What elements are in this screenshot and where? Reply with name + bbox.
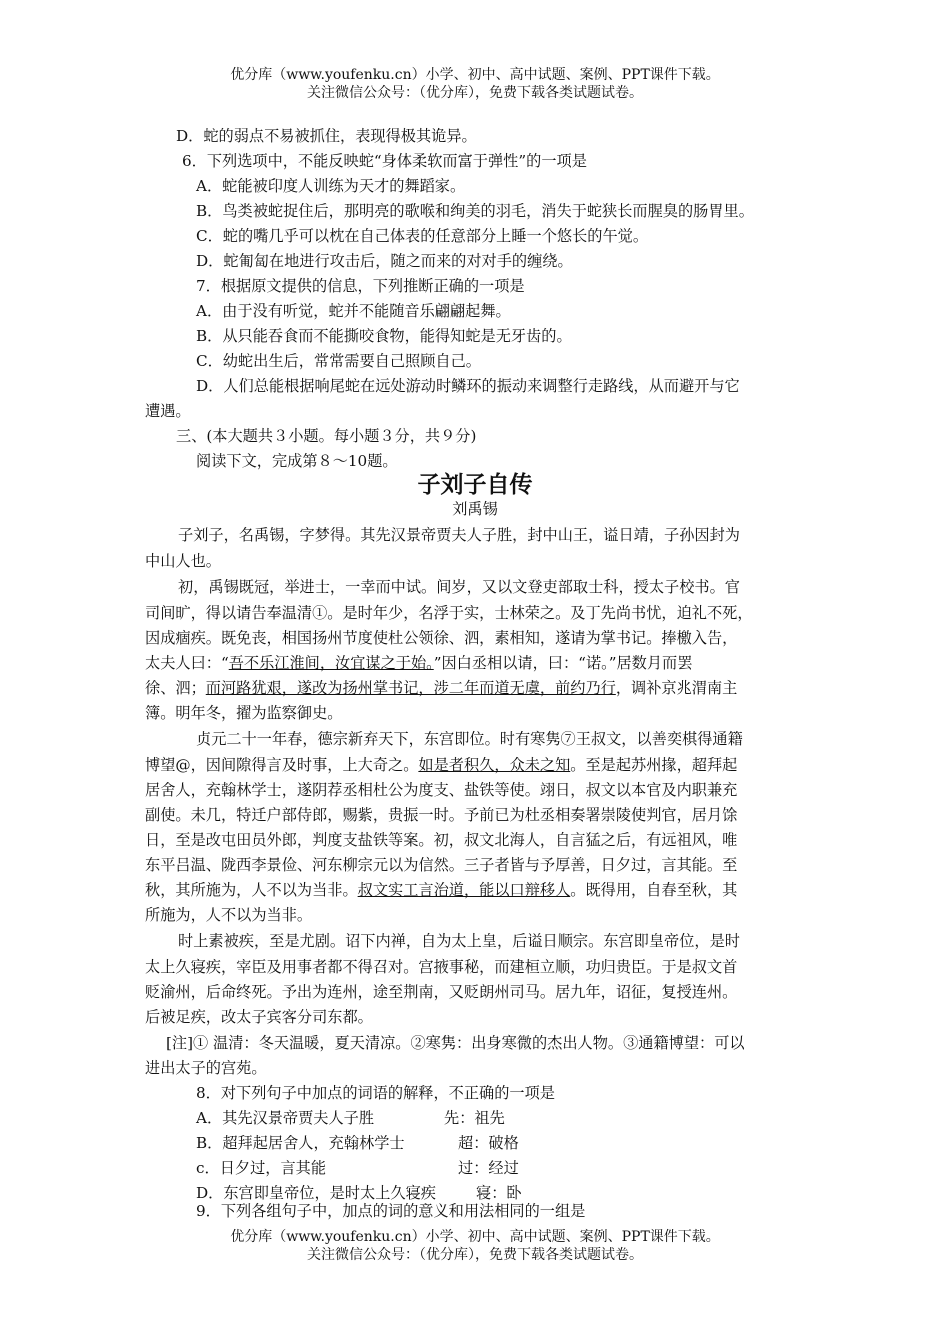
note-line-1: [注]① 温清：冬天温暖，夏天清凉。②寒隽：出身寒微的杰出人物。③通籍博望：可以 bbox=[166, 1034, 745, 1052]
q8-option-b-sentence: B．超拜起居舍人，充翰林学士 bbox=[196, 1134, 405, 1152]
note-line-2: 进出太子的宫苑。 bbox=[145, 1059, 267, 1077]
paragraph-4-line-1: 时上素被疾，至是尤剧。诏下内禅，自为太上皇，后谥日顺宗。东宫即皇帝位，是时 bbox=[178, 932, 740, 950]
text-span: 太夫人曰：“ bbox=[145, 654, 229, 672]
q8-option-a-sentence: A．其先汉景帝贾夫人子胜 bbox=[196, 1109, 375, 1127]
q8-stem: 8．对下列句子中加点的词语的解释，不正确的一项是 bbox=[196, 1084, 555, 1102]
text-span: 博望@，因间隙得言及时事，上大奇之。 bbox=[145, 756, 419, 774]
paragraph-3-line-5: 日，至是改屯田员外郎，判度支盐铁等案。初，叔文北海人，自言猛之后，有远祖风，唯 bbox=[145, 831, 738, 849]
q8-option-c bbox=[196, 1157, 519, 1179]
q7-stem: 7．根据原文提供的信息，下列推断正确的一项是 bbox=[196, 277, 525, 295]
paragraph-2-line-2: 司间旷，得以请告奉温清①。是时年少，名浮于实，士林荣之。及丁先尚书忧，迫礼不死， bbox=[145, 604, 753, 622]
text-span: ，调补京兆渭南主 bbox=[615, 679, 738, 697]
paragraph-1-line-2: 中山人也。 bbox=[145, 552, 221, 570]
underlined-sentence-3: 如是者积久，众未之知 bbox=[418, 756, 571, 774]
header-line-2: 关注微信公众号：（优分库），免费下载各类试题试卷。 bbox=[307, 85, 643, 101]
q7-option-d-line1: D．人们总能根据响尾蛇在远处游动时鳞环的振动来调整行走路线，从而避开与它 bbox=[196, 377, 740, 395]
paragraph-2-line-4 bbox=[145, 652, 692, 674]
q8-option-b bbox=[196, 1132, 519, 1154]
paragraph-2-line-5 bbox=[145, 677, 737, 699]
q6-option-d: D．蛇匍匐在地进行攻击后，随之而来的对对手的缠绕。 bbox=[196, 252, 573, 270]
q9-stem: 9．下列各组句子中，加点的词的意义和用法相同的一组是 bbox=[196, 1202, 586, 1220]
paragraph-4-line-4: 后被足疾，改太子宾客分司东都。 bbox=[145, 1008, 373, 1026]
paragraph-3-line-7 bbox=[145, 879, 737, 901]
text-span: 徐、泗； bbox=[145, 679, 206, 697]
text-span: 。至是起苏州掾，超拜起 bbox=[570, 756, 738, 774]
footer-line-1: 优分库（www.youfenku.cn）小学、初中、高中试题、案例、PPT课件下载。 bbox=[230, 1229, 720, 1245]
q7-option-a: A．由于没有听觉，蛇并不能随音乐翩翩起舞。 bbox=[196, 302, 511, 320]
q6-option-a: A．蛇能被印度人训练为天才的舞蹈家。 bbox=[196, 177, 466, 195]
text-span: 。既得用，自春至秋，其 bbox=[570, 881, 738, 899]
paragraph-3-line-3: 居舍人，充翰林学士，遂阴荐丞相杜公为度支、盐铁等使。翊日，叔文以本官及内职兼充 bbox=[145, 781, 738, 799]
page-header bbox=[0, 66, 950, 102]
q8-option-d-gloss: 寝：卧 bbox=[476, 1184, 522, 1202]
paragraph-3-line-2 bbox=[145, 754, 737, 776]
header-line-1: 优分库（www.youfenku.cn）小学、初中、高中试题、案例、PPT课件下载。 bbox=[230, 67, 720, 83]
q7-option-d-line2: 遭遇。 bbox=[145, 402, 191, 420]
section-3-instruction: 阅读下文，完成第８～10题。 bbox=[196, 452, 398, 470]
underlined-sentence-1: 吾不乐江淮间，汝宜谋之于始。 bbox=[228, 654, 434, 672]
q8-option-b-gloss: 超：破格 bbox=[458, 1134, 519, 1152]
text-span: ”因白丞相以请，曰：“诺。”居数月而罢 bbox=[433, 654, 693, 672]
page-footer bbox=[0, 1228, 950, 1264]
underlined-sentence-2: 而河路犹艰，遂改为扬州掌书记，涉二年而道无虞，前约乃行 bbox=[205, 679, 616, 697]
q6-option-b: B．鸟类被蛇捉住后，那明亮的歌喉和绚美的羽毛，消失于蛇狭长而腥臭的肠胃里。 bbox=[196, 202, 754, 220]
underlined-sentence-4: 叔文实工言治道，能以口辩移人 bbox=[357, 881, 571, 899]
q8-option-c-sentence: c．日夕过，言其能 bbox=[196, 1159, 327, 1177]
text-span: 秋，其所施为，人不以为当非。 bbox=[145, 881, 358, 899]
passage-author: 刘禹锡 bbox=[452, 500, 498, 518]
paragraph-2-line-3: 因成痼疾。既免丧，相国扬州节度使杜公领徐、泗，素相知，遂请为掌书记。捧檄入告， bbox=[145, 629, 738, 647]
paragraph-2-line-1: 初，禹锡既冠，举进士，一幸而中试。间岁，又以文登吏部取士科，授太子校书。官 bbox=[178, 578, 740, 596]
paragraph-2-line-6: 簿。明年冬，擢为监察御史。 bbox=[145, 704, 343, 722]
paragraph-3-line-4: 副使。未几，特迁户部侍郎，赐紫，贵振一时。予前已为杜丞相奏署崇陵使判官，居月馀 bbox=[145, 806, 738, 824]
paragraph-4-line-3: 贬渝州，后命终死。予出为连州，途至荆南，又贬朗州司马。居九年，诏征，复授连州。 bbox=[145, 983, 738, 1001]
q7-option-b: B．从只能吞食而不能撕咬食物，能得知蛇是无牙齿的。 bbox=[196, 327, 572, 345]
paragraph-4-line-2: 太上久寝疾，宰臣及用事者都不得召对。宫掖事秘，而建桓立顺，功归贵臣。于是叔文首 bbox=[145, 958, 738, 976]
q6-option-c: C．蛇的嘴几乎可以枕在自己体表的任意部分上睡一个悠长的午觉。 bbox=[196, 227, 649, 245]
section-3-heading: 三、(本大题共３小题。每小题３分，共９分) bbox=[176, 427, 477, 445]
paragraph-3-line-8: 所施为，人不以为当非。 bbox=[145, 906, 313, 924]
q8-option-a-gloss: 先：祖先 bbox=[444, 1109, 505, 1127]
q8-option-d-sentence: D．东宫即皇帝位，是时太上久寝疾 bbox=[196, 1184, 436, 1202]
q7-option-c: C．幼蛇出生后，常常需要自己照顾自己。 bbox=[196, 352, 481, 370]
paragraph-3-line-6: 东平吕温、陇西李景俭、河东柳宗元以为信然。三子者皆与予厚善，日夕过，言其能。至 bbox=[145, 856, 738, 874]
footer-line-2: 关注微信公众号：（优分库），免费下载各类试题试卷。 bbox=[307, 1247, 643, 1263]
passage-title: 子刘子自传 bbox=[417, 472, 533, 498]
q8-option-a bbox=[196, 1107, 505, 1129]
paragraph-3-line-1: 贞元二十一年春，德宗新弃天下，东宫即位。时有寒隽⑦王叔文，以善奕棋得通籍 bbox=[196, 730, 743, 748]
q6-stem: 6．下列选项中，不能反映蛇“身体柔软而富于弹性”的一项是 bbox=[182, 152, 587, 170]
q8-option-c-gloss: 过：经过 bbox=[458, 1159, 519, 1177]
paragraph-1-line-1: 子刘子，名禹锡，字梦得。其先汉景帝贾夫人子胜，封中山王，谥日靖，子孙因封为 bbox=[178, 526, 740, 544]
q5-option-d: D．蛇的弱点不易被抓住，表现得极其诡异。 bbox=[176, 127, 477, 145]
